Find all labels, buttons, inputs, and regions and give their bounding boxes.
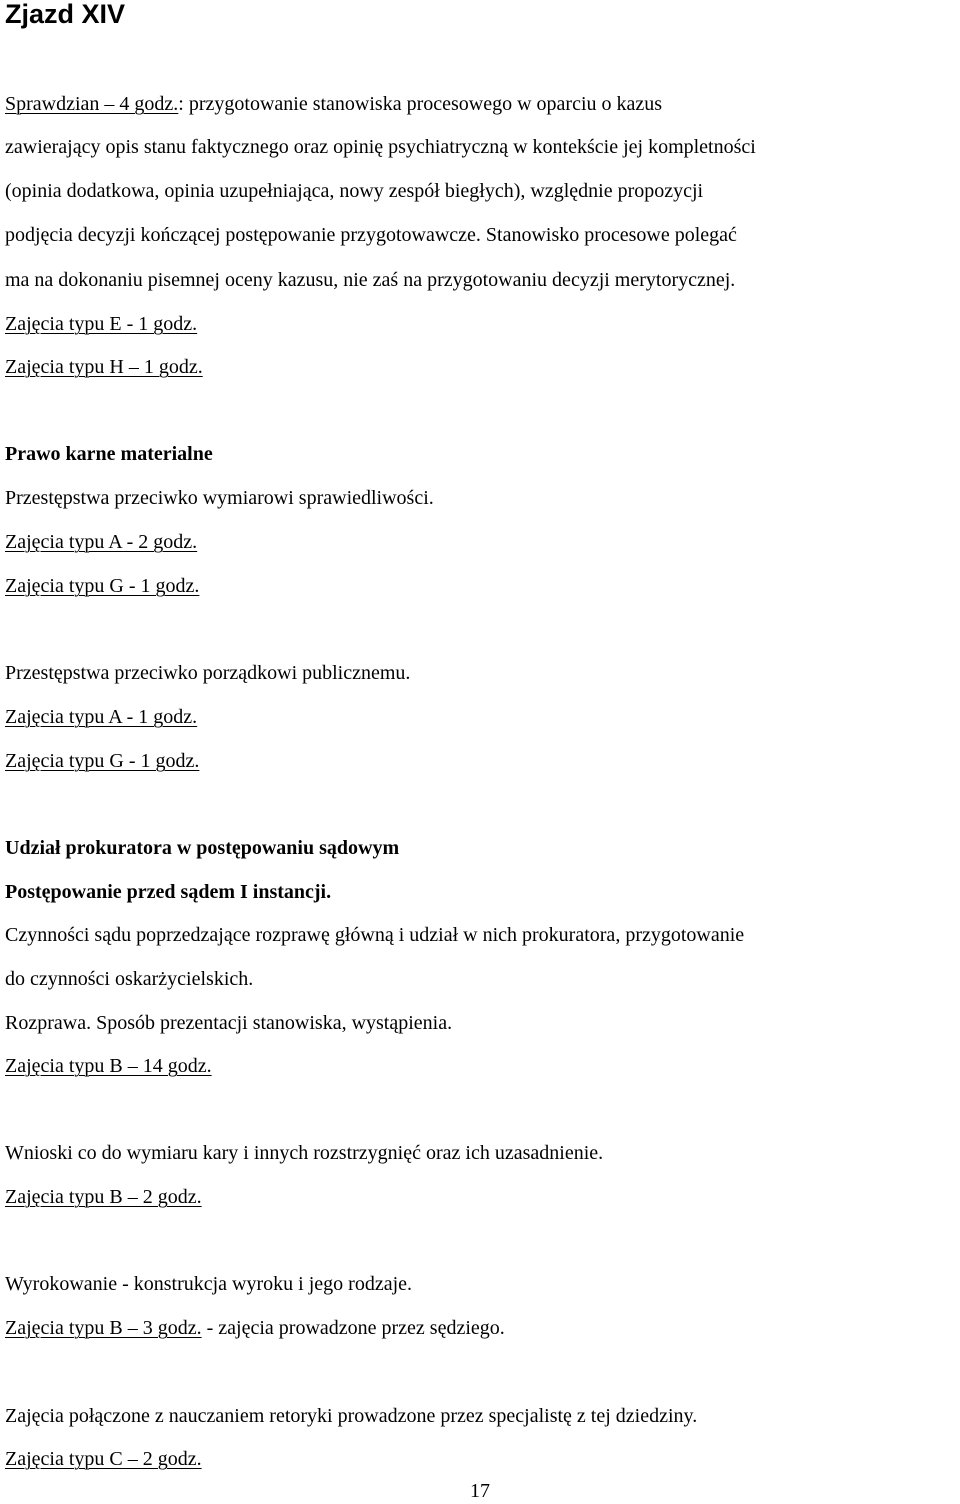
exam-line-5: ma na dokonaniu pisemnej oceny kazusu, nie zaś na przygotowaniu decyzji merytorycznej. bbox=[5, 269, 736, 291]
topic-justice-class-a: Zajęcia typu A - 2 godz. bbox=[5, 531, 198, 553]
para-verdict-class-line bbox=[5, 1315, 505, 1341]
para-preliminary-line-1: Czynności sądu poprzedzające rozprawę główną i udział w nich prokuratora, przygotowanie bbox=[5, 924, 745, 946]
para-trial-class: Zajęcia typu B – 14 godz. bbox=[5, 1055, 212, 1077]
page-number: 17 bbox=[470, 1480, 490, 1502]
section-title-criminal-law: Prawo karne materialne bbox=[5, 443, 213, 465]
para-motions: Wnioski co do wymiaru kary i innych rozstrzygnięć oraz ich uzasadnienie. bbox=[5, 1142, 604, 1164]
exam-line-1-text: : przygotowanie stanowiska procesowego w oparciu o kazus bbox=[178, 93, 663, 115]
para-rhetoric: Zajęcia połączone z nauczaniem retoryki prowadzone przez specjalistę z tej dziedziny. bbox=[5, 1405, 698, 1427]
exam-line-4 bbox=[5, 222, 737, 248]
topic-public-order-class-a: Zajęcia typu A - 1 godz. bbox=[5, 706, 198, 728]
para-verdict-class: Zajęcia typu B – 3 godz. bbox=[5, 1317, 202, 1339]
exam-line-1 bbox=[5, 91, 662, 117]
page-heading: Zjazd XIV bbox=[5, 0, 126, 29]
topic-public-order: Przestępstwa przeciwko porządkowi publicznemu. bbox=[5, 662, 411, 684]
exam-class-e: Zajęcia typu E - 1 godz. bbox=[5, 313, 198, 335]
exam-line-4-rest: Stanowisko procesowe polegać bbox=[480, 224, 737, 246]
para-preliminary-line-2: do czynności oskarżycielskich. bbox=[5, 968, 254, 990]
exam-lead: Sprawdzian – 4 godz. bbox=[5, 93, 179, 115]
para-rhetoric-class: Zajęcia typu C – 2 godz. bbox=[5, 1448, 202, 1470]
para-verdict: Wyrokowanie - konstrukcja wyroku i jego rodzaje. bbox=[5, 1273, 413, 1295]
topic-justice-class-g: Zajęcia typu G - 1 godz. bbox=[5, 575, 200, 597]
topic-public-order-class-g: Zajęcia typu G - 1 godz. bbox=[5, 750, 200, 772]
section-title-prosecutor: Udział prokuratora w postępowaniu sądowym bbox=[5, 837, 400, 859]
exam-class-h: Zajęcia typu H – 1 godz. bbox=[5, 356, 203, 378]
topic-justice: Przestępstwa przeciwko wymiarowi sprawiedliwości. bbox=[5, 487, 434, 509]
para-trial: Rozprawa. Sposób prezentacji stanowiska, wystąpienia. bbox=[5, 1012, 453, 1034]
section-subtitle-first-instance: Postępowanie przed sądem I instancji. bbox=[5, 881, 332, 903]
exam-line-4-text: podjęcia decyzji kończącej postępowanie przygotowawcze. bbox=[5, 224, 481, 246]
exam-line-2: zawierający opis stanu faktycznego oraz opinię psychiatryczną w kontekście jej kompletności bbox=[5, 136, 756, 158]
para-motions-class: Zajęcia typu B – 2 godz. bbox=[5, 1186, 202, 1208]
para-verdict-note: - zajęcia prowadzone przez sędziego. bbox=[201, 1317, 505, 1339]
exam-line-3: (opinia dodatkowa, opinia uzupełniająca, nowy zespół biegłych), względnie propozycji bbox=[5, 180, 704, 202]
